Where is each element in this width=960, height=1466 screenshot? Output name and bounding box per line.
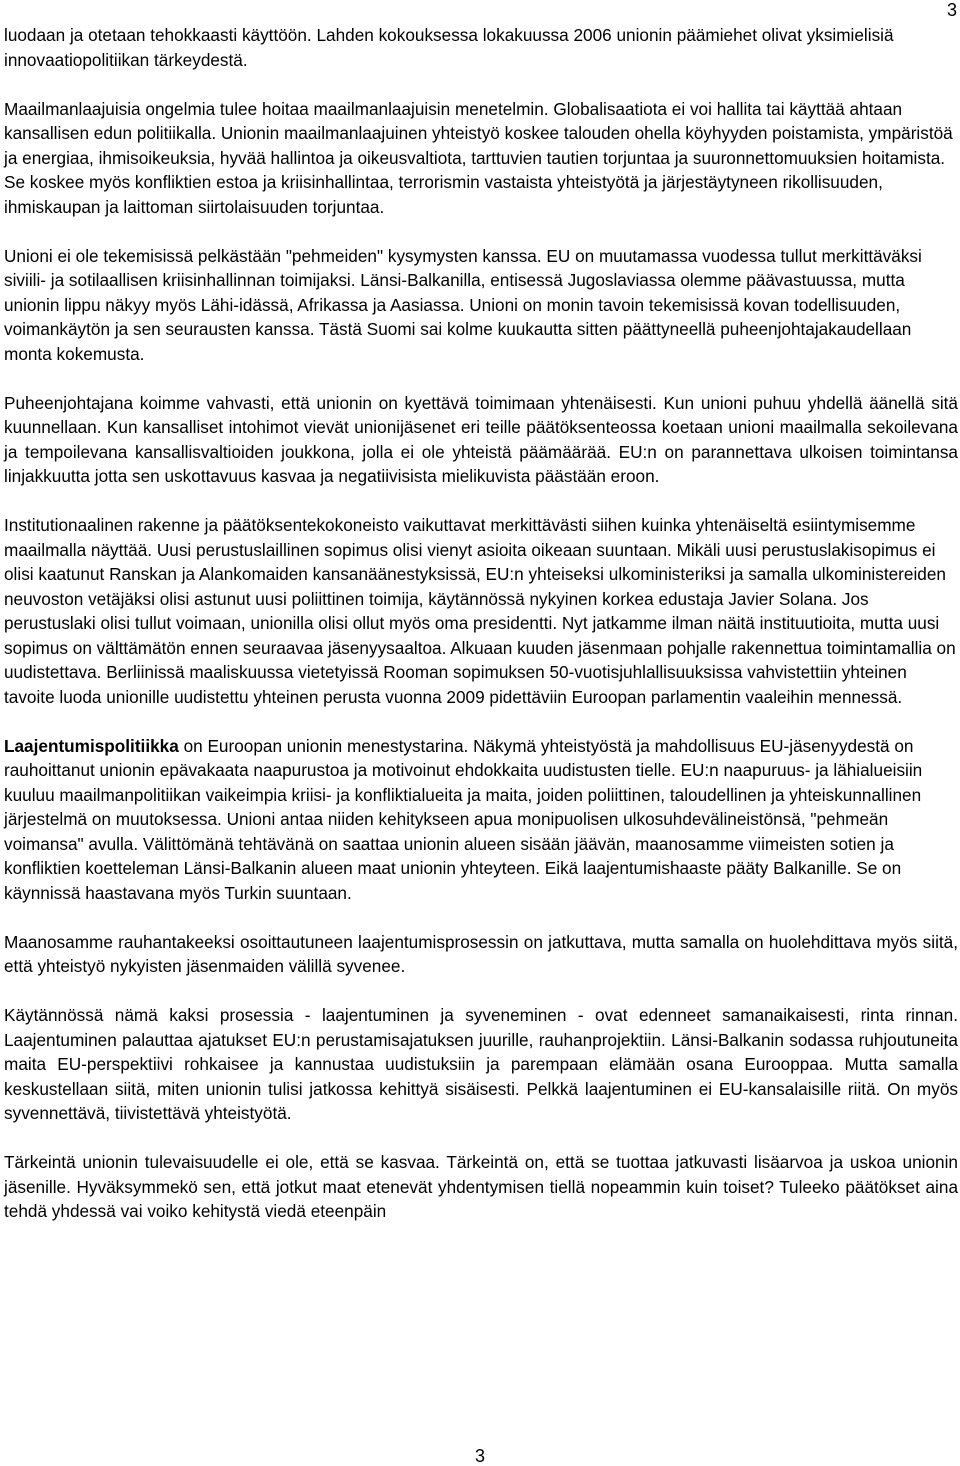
paragraph-8: Käytännössä nämä kaksi prosessia - laajentuminen ja syveneminen - ovat edenneet samanaikaisesti, rinta rinnan. Laajentuminen palauttaa ajatukset EU:n perustamisajatuksen juurille, rauhanprojektiin. Länsi-Balkanin sodassa ruhjoutuneita maita EU-perspektiivi rohkaisee ja kannustaa uudistuksiin ja parempaan elämään osana Eurooppaa. Mutta samalla keskustellaan siitä, miten unionin tulisi jatkossa kehittyä sisäisesti. Pelkkä laajentuminen ei EU-kansalaisille riitä. On myös syvennettävä, tiivistettävä yhteistyötä. xyxy=(4,1005,958,1123)
paragraph-9: Tärkeintä unionin tulevaisuudelle ei ole, että se kasvaa. Tärkeintä on, että se tuottaa jatkuvasti lisäarvoa ja uskoa unionin jäsenille. Hyväksymmekö sen, että jotkut maat etenevät yhdentymisen tiellä nopeammin kuin toiset? Tuleeko päätökset aina tehdä yhdessä vai voiko kehitystä viedä eteenpäin xyxy=(4,1152,958,1221)
page-number-bottom: 3 xyxy=(474,1446,485,1466)
bold-term: Laajentumispolitiikka xyxy=(4,735,179,756)
paragraph-1: luodaan ja otetaan tehokkaasti käyttöön. Lahden kokouksessa lokakuussa 2006 unionin päämiehet olivat yksimielisiä innovaatiopolitiikan tärkeydestä. xyxy=(4,25,894,70)
document-body xyxy=(4,23,958,1248)
paragraph-6-text: on Euroopan unionin menestystarina. Näkymä yhteistyöstä ja mahdollisuus EU-jäsenyydestä on rauhoittanut unionin epävakaata naapurustoa ja motivoinut ehdokkaita uudistusten tielle. EU:n naapuruus- ja lähialueisiin kuuluu maailmanpolitiikan vaikeimpia kriisi- ja konfliktialueita ja maita, joiden poliittinen, taloudellinen ja yhteiskunnallinen järjestelmä on muutoksessa. Unioni antaa niiden kehitykseen apua monipuolisen ulkosuhdevälineistönsä, "pehmeän voimansa" avulla. Välittömänä tehtävänä on saattaa unionin alueen sisään jäävän, maanosamme viimeisten sotien ja konfliktien koetteleman Länsi-Balkanin alueen maat unionin yhteyteen. Eikä laajentumishaaste pääty Balkanille. Se on käynnissä haastavana myös Turkin suuntaan. xyxy=(4,735,923,903)
paragraph-4: Puheenjohtajana koimme vahvasti, että unionin on kyettävä toimimaan yhtenäisesti. Kun unioni puhuu yhdellä äänellä sitä kuunnellaan. Kun kansalliset intohimot vievät unionijäsenet eri teille päätöksenteossa koetaan unioni maailmalla sekoilevana ja tempoilevana kansallisvaltioiden joukkona, jolla ei ole yhteistä päämäärää. EU:n on parannettava ulkoisen toimintansa linjakkuutta jotta sen uskottavuus kasvaa ja negatiivisista mielikuvista päästään eroon. xyxy=(4,392,958,486)
paragraph-3: Unioni ei ole tekemisissä pelkästään "pehmeiden" kysymysten kanssa. EU on muutamassa vuodessa tullut merkittäväksi siviili- ja sotilaallisen kriisinhallinnan toimijaksi. Länsi-Balkanilla, entisessä Jugoslaviassa olemme päävastuussa, mutta unionin lippu näkyy myös Lähi-idässä, Afrikassa ja Aasiassa. Unioni on monin tavoin tekemisissä kovan todellisuuden, voimankäytön ja sen seurausten kanssa. Tästä Suomi sai kolme kuukautta sitten päättyneellä puheenjohtajakaudellaan monta kokemusta. xyxy=(4,245,922,364)
paragraph-7: Maanosamme rauhantakeeksi osoittautuneen laajentumisprosessin on jatkuttava, mutta samalla on huolehdittava myös siitä, että yhteistyö nykyisten jäsenmaiden välillä syvenee. xyxy=(4,931,958,976)
paragraph-2: Maailmanlaajuisia ongelmia tulee hoitaa maailmanlaajuisin menetelmin. Globalisaatiota ei voi hallita tai käyttää ahtaan kansallisen edun politiikalla. Unionin maailmanlaajuinen yhteistyö koskee talouden ohella köyhyyden poistamista, ympäristöä ja energiaa, ihmisoikeuksia, hyvää hallintoa ja oikeusvaltiota, tarttuvien tautien torjuntaa ja suuronnettomuuksien hoitamista. Se koskee myös konfliktien estoa ja kriisinhallintaa, terrorismin vastaista yhteistyötä ja järjestäytyneen rikollisuuden, ihmiskaupan ja laittoman siirtolaisuuden torjuntaa. xyxy=(4,98,953,217)
paragraph-5: Institutionaalinen rakenne ja päätöksentekokoneisto vaikuttavat merkittävästi siihen kuinka yhtenäiseltä esiintymisemme maailmalla näyttää. Uusi perustuslaillinen sopimus olisi vienyt asioita oikeaan suuntaan. Mikäli uusi perustuslakisopimus ei olisi kaatunut Ranskan ja Alankomaiden kansanäänestyksissä, EU:n yhteiseksi ulkoministeriksi ja samalla ulkoministereiden neuvoston vetäjäksi olisi astunut uusi poliittinen toimija, käytännössä nykyinen korkea edustaja Javier Solana. Jos perustuslaki olisi tullut voimaan, unionilla olisi ollut myös oma presidentti. Nyt jatkamme ilman näitä instituutioita, mutta uusi sopimus on välttämätön ennen seuraavaa jäsenyysaaltoa. Alkuaan kuuden jäsenmaan pohjalle rakennettua toimintamallia on uudistettava. Berliinissä maaliskuussa vietetyissä Rooman sopimuksen 50-vuotisjuhlallisuuksissa vahvistettiin yhteinen tavoite luoda unionille uudistettu yhteinen perusta vuonna 2009 pidettäviin Euroopan parlamentin vaaleihin mennessä. xyxy=(4,515,956,707)
paragraph-6 xyxy=(4,734,958,906)
page-number-top: 3 xyxy=(946,0,957,20)
